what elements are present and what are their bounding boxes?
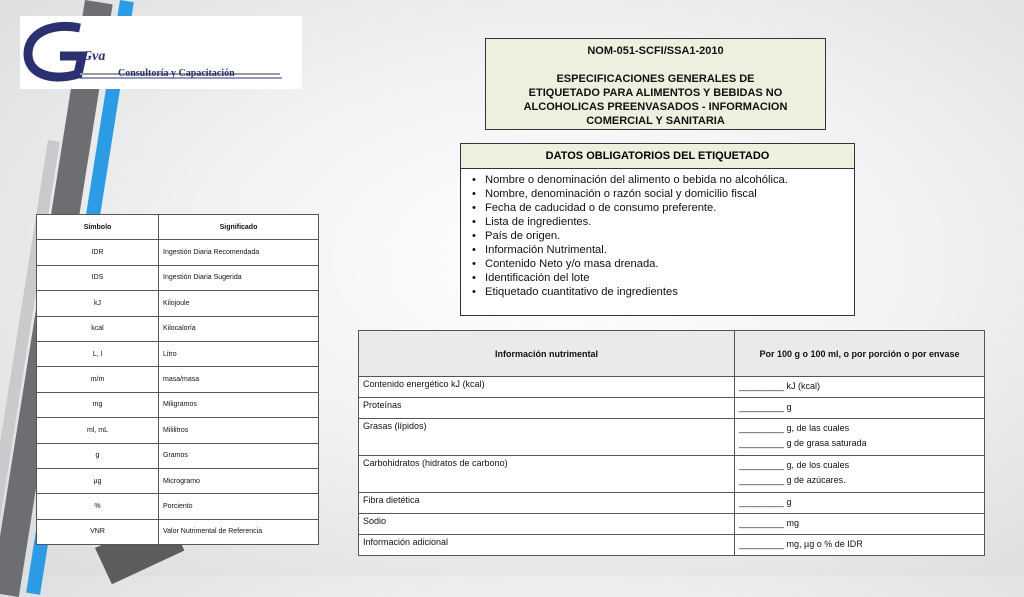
logo-tagline: Consultoría y Capacitación: [118, 68, 235, 79]
table-cell: [735, 419, 985, 456]
table-cell: ml, mL: [37, 418, 159, 443]
value-line: _________ g: [739, 402, 792, 412]
mandatory-data-list: [461, 173, 854, 299]
table-cell: mg: [37, 392, 159, 417]
table-cell: Gramos: [159, 443, 319, 468]
table-header-row: [37, 215, 319, 240]
table-cell: kcal: [37, 316, 159, 341]
table-cell: IDR: [37, 240, 159, 265]
column-header: Por 100 g o 100 ml, o por porción o por envase: [735, 331, 985, 377]
list-item: • Nombre, denominación o razón social y domicilio fiscal: [485, 187, 854, 201]
table-header-row: [359, 331, 985, 377]
table-cell: Proteínas: [359, 398, 735, 419]
list-item: • Fecha de caducidad o de consumo preferente.: [485, 201, 854, 215]
table-row: [37, 418, 319, 443]
table-row: [359, 535, 985, 556]
table-cell: Grasas (lípidos): [359, 419, 735, 456]
table-cell: L, l: [37, 341, 159, 366]
symbols-table: [36, 214, 319, 545]
table-cell: masa/masa: [159, 367, 319, 392]
list-item: • Nombre o denominación del alimento o bebida no alcohólica.: [485, 173, 854, 187]
table-cell: [735, 493, 985, 514]
table-cell: Miligramos: [159, 392, 319, 417]
table-cell: Kilojoule: [159, 291, 319, 316]
table-row: [37, 494, 319, 519]
list-item: • Información Nutrimental.: [485, 243, 854, 257]
table-row: [359, 514, 985, 535]
nutrition-table: [358, 330, 985, 556]
list-item: • Identificación del lote: [485, 271, 854, 285]
table-row: [37, 367, 319, 392]
value-line: _________ g de azúcares.: [739, 475, 846, 485]
table-cell: Fibra dietética: [359, 493, 735, 514]
table-row: [359, 398, 985, 419]
table-cell: %: [37, 494, 159, 519]
table-row: [37, 468, 319, 493]
value-line: _________ mg: [739, 518, 800, 528]
table-row: [37, 291, 319, 316]
list-item: • Etiquetado cuantitativo de ingredientes: [485, 285, 854, 299]
list-item: • País de origen.: [485, 229, 854, 243]
column-header: Símbolo: [37, 215, 159, 240]
table-row: [37, 316, 319, 341]
table-cell: Ingestión Diaria Sugerida: [159, 265, 319, 290]
table-cell: Contenido energético kJ (kcal): [359, 377, 735, 398]
table-cell: [735, 456, 985, 493]
logo-g-mark: [28, 26, 82, 77]
table-cell: Kilocaloría: [159, 316, 319, 341]
table-cell: Carbohidratos (hidratos de carbono): [359, 456, 735, 493]
table-row: [37, 341, 319, 366]
table-cell: Sodio: [359, 514, 735, 535]
norm-title-line: COMERCIAL Y SANITARIA: [586, 115, 725, 127]
table-cell: [735, 377, 985, 398]
table-cell: m/m: [37, 367, 159, 392]
value-line: _________ g de grasa saturada: [739, 438, 867, 448]
value-line: _________ g: [739, 497, 792, 507]
column-header: Información nutrimental: [359, 331, 735, 377]
table-row: [359, 456, 985, 493]
table-row: [37, 519, 319, 544]
mandatory-data-box: [460, 143, 855, 316]
value-line: _________ kJ (kcal): [739, 381, 821, 391]
table-row: [359, 419, 985, 456]
value-line: _________ g, de las cuales: [739, 423, 850, 433]
list-item: • Contenido Neto y/o masa drenada.: [485, 257, 854, 271]
table-cell: [735, 514, 985, 535]
table-cell: g: [37, 443, 159, 468]
table-cell: kJ: [37, 291, 159, 316]
company-logo: [20, 16, 302, 89]
mandatory-data-header: DATOS OBLIGATORIOS DEL ETIQUETADO: [461, 144, 854, 169]
table-cell: Valor Nutrimental de Referencia: [159, 519, 319, 544]
column-header: Significado: [159, 215, 319, 240]
table-cell: Litro: [159, 341, 319, 366]
norm-title-line: ETIQUETADO PARA ALIMENTOS Y BEBIDAS NO: [528, 87, 783, 99]
table-cell: Ingestión Diaria Recomendada: [159, 240, 319, 265]
list-item: • Lista de ingredientes.: [485, 215, 854, 229]
table-row: [37, 240, 319, 265]
value-line: _________ g, de los cuales: [739, 460, 850, 470]
table-cell: Información adicional: [359, 535, 735, 556]
table-cell: VNR: [37, 519, 159, 544]
table-row: [37, 392, 319, 417]
value-line: _________ mg, µg o % de IDR: [739, 539, 863, 549]
table-cell: IDS: [37, 265, 159, 290]
table-cell: Mililitros: [159, 418, 319, 443]
table-row: [37, 265, 319, 290]
norm-title-box: [485, 38, 826, 130]
table-cell: Porciento: [159, 494, 319, 519]
norm-code: NOM-051-SCFI/SSA1-2010: [587, 45, 724, 57]
norm-title-line: ALCOHOLICAS PREENVASADOS - INFORMACION: [523, 101, 788, 113]
table-cell: µg: [37, 468, 159, 493]
table-row: [359, 377, 985, 398]
logo-letters: Gva: [82, 49, 106, 64]
table-cell: Microgramo: [159, 468, 319, 493]
table-cell: [735, 535, 985, 556]
table-row: [359, 493, 985, 514]
table-cell: [735, 398, 985, 419]
norm-title-line: ESPECIFICACIONES GENERALES DE: [556, 73, 755, 85]
table-row: [37, 443, 319, 468]
